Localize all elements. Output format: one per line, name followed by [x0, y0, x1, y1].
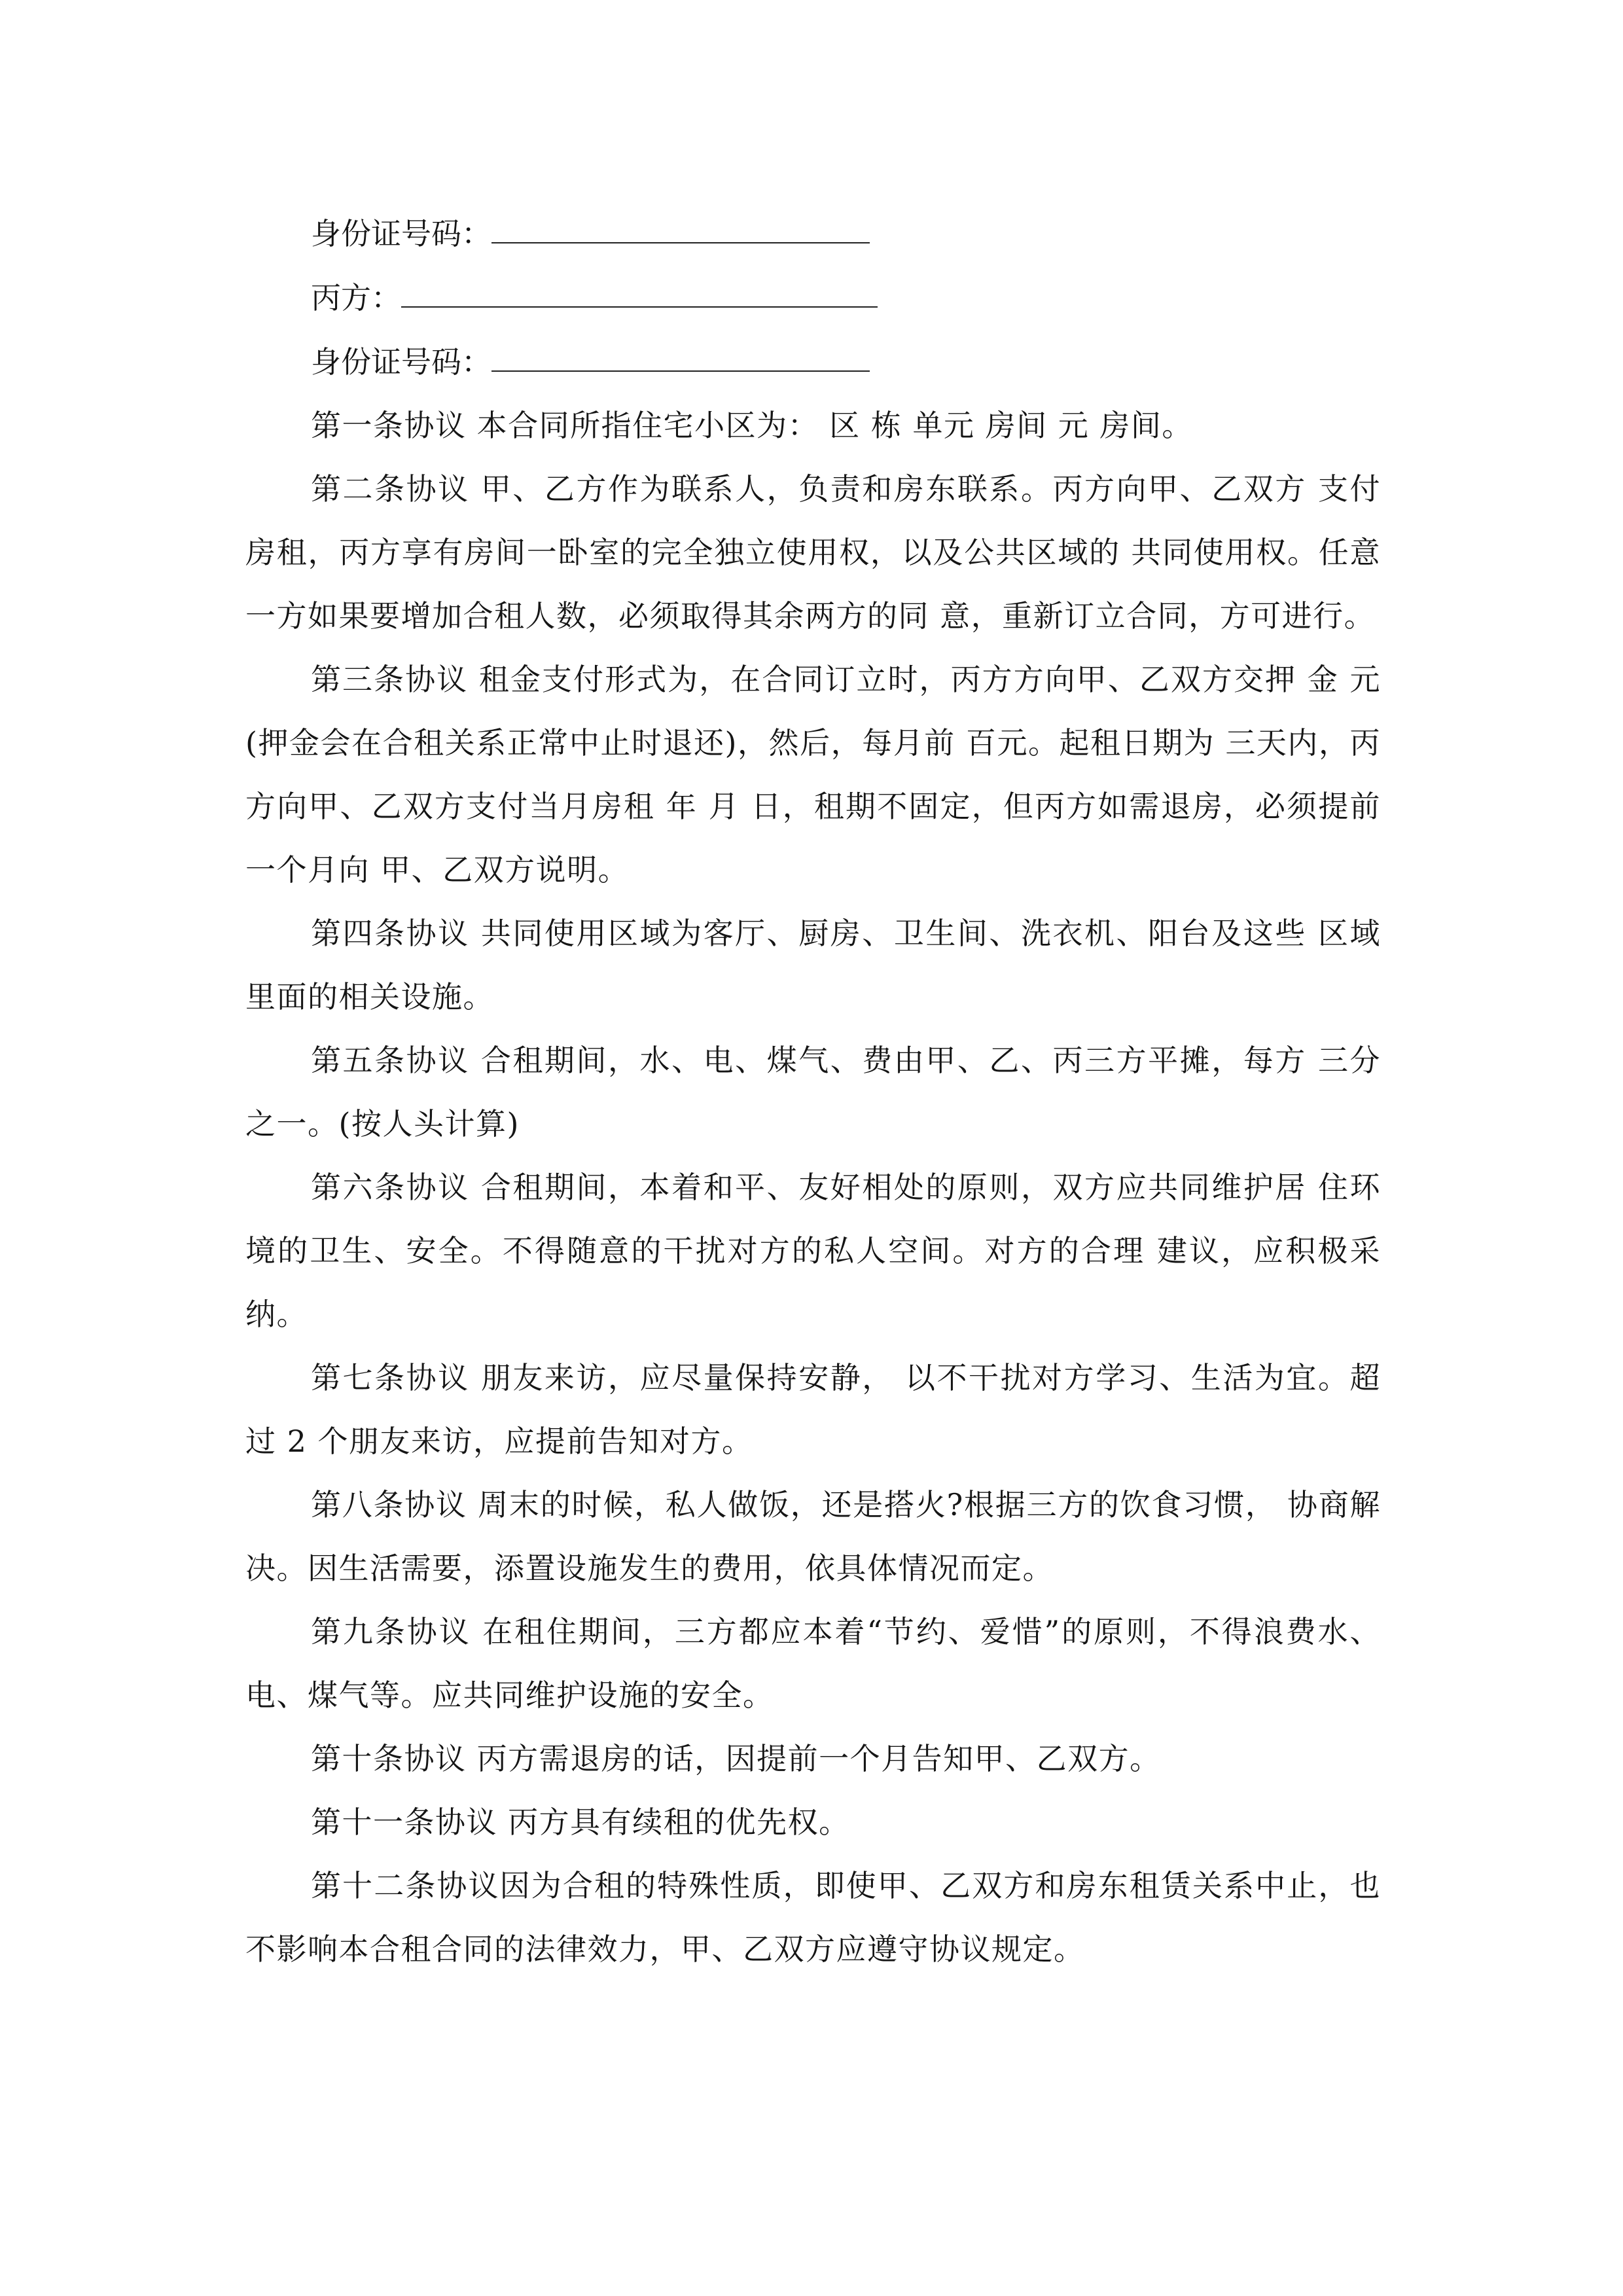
clause-8: 第八条协议 周末的时候，私人做饭，还是搭火?根据三方的饮食习惯， 协商解决。因生活需要，添置设施发生的费用，依具体情况而定。 [245, 1487, 1381, 1586]
clause-1: 第一条协议 本合同所指住宅小区为： 区 栋 单元 房间 元 房间。 [311, 408, 1193, 443]
id-number-field-2 [245, 330, 1381, 394]
party-c-label: 丙方： [311, 280, 401, 315]
clause-11: 第十一条协议 丙方具有续租的优先权。 [311, 1804, 850, 1840]
clause-10: 第十条协议 丙方需退房的话，因提前一个月告知甲、乙双方。 [311, 1741, 1161, 1776]
clause-12: 第十二条协议因为合租的特殊性质，即使甲、乙双方和房东租赁关系中止，也不影响本合租合同的法律效力，甲、乙双方应遵守协议规定。 [245, 1868, 1381, 1967]
id-number-blank-line [491, 242, 870, 243]
clause-9: 第九条协议 在租住期间，三方都应本着“节约、爱惜”的原则，不得浪费水、电、煤气等。应共同维护设施的安全。 [245, 1614, 1381, 1713]
clause-4: 第四条协议 共同使用区域为客厅、厨房、卫生间、洗衣机、阳台及这些 区域里面的相关设施。 [245, 916, 1381, 1014]
id-number-blank-line [491, 370, 870, 372]
id-number-label: 身份证号码： [311, 344, 491, 380]
id-number-field-1 [245, 202, 1381, 266]
clause-6: 第六条协议 合租期间，本着和平、友好相处的原则，双方应共同维护居 住环境的卫生、安全。不得随意的干扰对方的私人空间。对方的合理 建议，应积极采纳。 [245, 1170, 1381, 1332]
clause-5: 第五条协议 合租期间，水、电、煤气、费由甲、乙、丙三方平摊，每方 三分之一。(按人头计算) [245, 1043, 1381, 1141]
clause-7: 第七条协议 朋友来访，应尽量保持安静， 以不干扰对方学习、生活为宜。超过 2 个朋友来访，应提前告知对方。 [245, 1360, 1381, 1459]
contract-body [245, 202, 1381, 1981]
clause-2: 第二条协议 甲、乙方作为联系人，负责和房东联系。丙方向甲、乙双方 支付房租，丙方享有房间一卧室的完全独立使用权，以及公共区域的 共同使用权。任意一方如果要增加合租人数，必须取得其余两方的同 意，重新订立合同，方可进行。 [245, 471, 1381, 634]
clause-3: 第三条协议 租金支付形式为，在合同订立时，丙方方向甲、乙双方交押 金 元(押金会在合租关系正常中止时退还)，然后，每月前 百元。起租日期为 三天内，丙方向甲、乙双方支付当月房租 年 月 日，租期不固定，但丙方如需退房，必须提前一个月向 甲、乙双方说明。 [245, 662, 1381, 888]
id-number-label: 身份证号码： [311, 216, 491, 251]
party-c-blank-line [401, 306, 878, 308]
party-c-field [245, 266, 1381, 330]
